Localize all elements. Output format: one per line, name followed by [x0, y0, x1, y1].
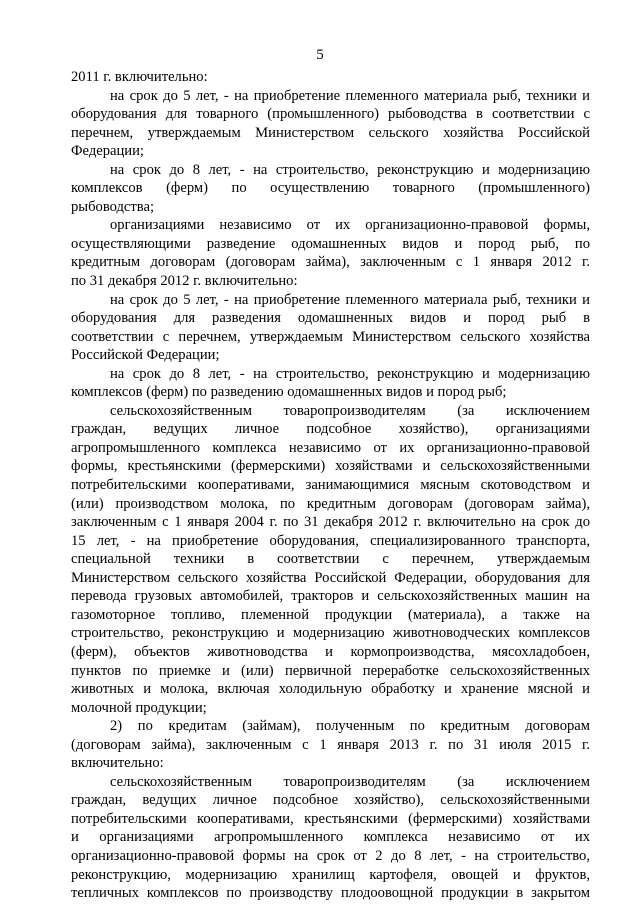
text-line: сельскохозяйственным товаропроизводителям (за исключением: [110, 402, 590, 419]
page-number: 5: [316, 47, 324, 63]
text-line: Министерством сельского хозяйства Российской Федерации, оборудования для: [71, 569, 590, 586]
text-line: осуществляющими разведение одомашненных видов и пород рыб, по: [71, 235, 590, 252]
text-line: 2) по кредитам (займам), полученным по кредитным договорам: [110, 718, 590, 735]
text-line: комплексов (ферм) по осуществлению товарного (промышленного): [71, 180, 590, 197]
text-line: специальной техники в соответствии с перечнем, утверждаемым: [71, 551, 590, 568]
text-line: тепличных комплексов по производству плодоовощной продукции в закрытом: [71, 885, 590, 902]
text-line: (ферм), объектов животноводства и кормопроизводства, мясохладобоен,: [71, 643, 590, 660]
text-line: строительство, реконструкцию и модернизацию животноводческих комплексов: [71, 625, 590, 642]
text-line: пунктов по приемке и (или) первичной переработке сельскохозяйственных: [71, 662, 590, 679]
text-line: (или) производством молока, по кредитным договорам (договорам займа),: [71, 495, 590, 512]
text-line: (договорам займа), заключенным с 1 января 2013 г. по 31 июля 2015 г.: [71, 736, 590, 753]
text-line: 15 лет, - на приобретение оборудования, специализированного транспорта,: [71, 532, 590, 549]
text-line: Российской Федерации;: [71, 347, 220, 364]
text-line: на срок до 5 лет, - на приобретение племенного материала рыб, техники и: [110, 87, 590, 104]
text-line: по 31 декабря 2012 г. включительно:: [71, 273, 298, 290]
text-line: граждан, ведущих личное подсобное хозяйство), организациями: [71, 421, 590, 438]
document-body: [71, 68, 590, 903]
text-line: кредитным договорам (договорам займа), заключенным с 1 января 2012 г.: [71, 254, 590, 271]
text-line: комплексов (ферм) по разведению одомашненных видов и пород рыб;: [71, 384, 507, 401]
text-line: животных и молока, включая холодильную обработку и хранение мясной и: [71, 681, 590, 698]
text-line: включительно:: [71, 755, 164, 772]
text-line: потребительскими кооперативами, занимающимися мясным скотоводством и: [71, 477, 590, 494]
text-line: реконструкцию, модернизацию хранилищ картофеля, овощей и фруктов,: [71, 866, 590, 883]
text-line: и организациями агропромышленного комплекса независимо от их: [71, 829, 590, 846]
text-line: граждан, ведущих личное подсобное хозяйство), сельскохозяйственными: [71, 792, 590, 809]
text-line: заключенным с 1 января 2004 г. по 31 декабря 2012 г. включительно на срок до: [71, 514, 590, 531]
text-line: перевода грузовых автомобилей, тракторов и сельскохозяйственных машин на: [71, 588, 590, 605]
text-line: на срок до 8 лет, - на строительство, реконструкцию и модернизацию: [110, 365, 590, 382]
text-line: агропромышленного комплекса независимо от их организационно-правовой: [71, 439, 590, 456]
text-line: перечнем, утверждаемым Министерством сельского хозяйства Российской: [71, 124, 590, 141]
text-line: организациями независимо от их организационно-правовой формы,: [110, 217, 590, 234]
text-line: сельскохозяйственным товаропроизводителям (за исключением: [110, 773, 590, 790]
text-line: соответствии с перечнем, утверждаемым Министерством сельского хозяйства: [71, 328, 590, 345]
text-line: оборудования для разведения одомашненных видов и пород рыб в: [71, 310, 590, 327]
text-line: формы, крестьянскими (фермерскими) хозяйствами и сельскохозяйственными: [71, 458, 590, 475]
text-line: на срок до 8 лет, - на строительство, реконструкцию и модернизацию: [110, 161, 590, 178]
text-line: газомоторное топливо, племенной продукции (материала), а также на: [71, 606, 590, 623]
text-line: потребительскими кооперативами, крестьянскими (фермерскими) хозяйствами: [71, 810, 590, 827]
text-line: 2011 г. включительно:: [71, 69, 208, 85]
text-line: оборудования для товарного (промышленного) рыбоводства в соответствии с: [71, 106, 590, 123]
text-line: Федерации;: [71, 143, 144, 160]
text-line: на срок до 5 лет, - на приобретение племенного материала рыб, техники и: [110, 291, 590, 308]
text-line: рыбоводства;: [71, 198, 155, 215]
text-line: молочной продукции;: [71, 699, 207, 716]
text-line: организационно-правовой формы на срок от 2 до 8 лет, - на строительство,: [71, 847, 590, 864]
